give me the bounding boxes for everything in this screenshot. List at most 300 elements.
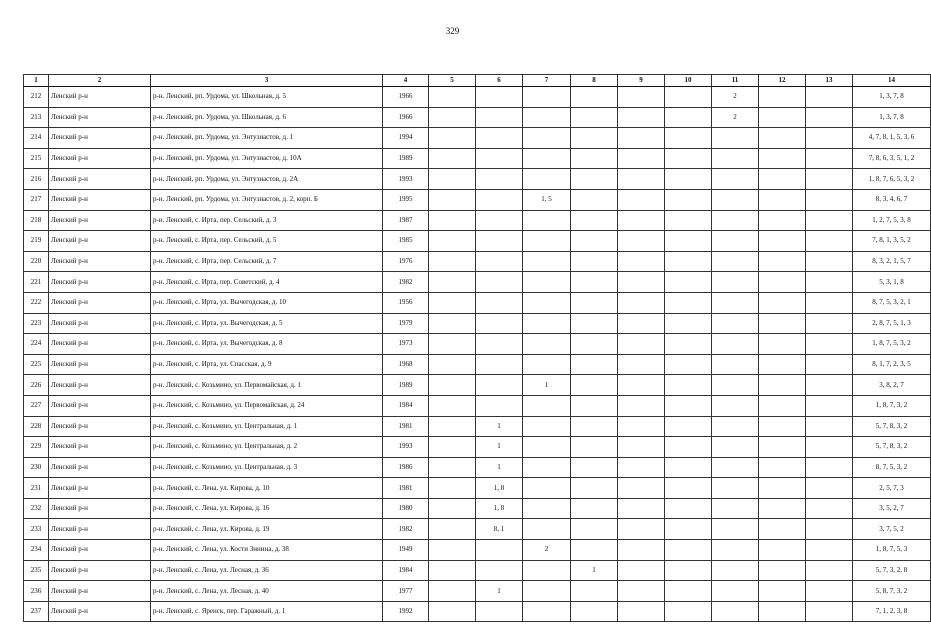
table-cell-col-2: Ленский р-н <box>49 519 151 540</box>
table-cell-col-7 <box>523 334 571 355</box>
table-cell-col-1: 215 <box>24 148 49 169</box>
table-cell-col-2: Ленский р-н <box>49 251 151 272</box>
table-cell-col-12 <box>759 498 806 519</box>
table-cell-col-1: 230 <box>24 457 49 478</box>
table-cell-col-5 <box>429 189 476 210</box>
table-cell-col-5 <box>429 519 476 540</box>
table-cell-col-14: 5, 7, 3, 2, 8 <box>853 560 931 581</box>
table-cell-col-14: 2, 5, 7, 3 <box>853 478 931 499</box>
table-cell-col-8 <box>571 251 618 272</box>
table-cell-col-14: 8, 1, 7, 2, 3, 5 <box>853 354 931 375</box>
table-cell-col-11 <box>712 416 759 437</box>
table-cell-col-11 <box>712 519 759 540</box>
table-cell-col-13 <box>806 354 853 375</box>
table-cell-col-2: Ленский р-н <box>49 540 151 561</box>
table-cell-col-5 <box>429 272 476 293</box>
table-cell-col-7 <box>523 148 571 169</box>
table-cell-col-1: 218 <box>24 210 49 231</box>
table-cell-col-3: р-н. Ленский, с. Козьмино, ул. Первомайская, д. 1 <box>151 375 383 396</box>
table-cell-col-4: 1979 <box>383 313 429 334</box>
table-cell-col-5 <box>429 334 476 355</box>
table-cell-col-2: Ленский р-н <box>49 231 151 252</box>
table-cell-col-5 <box>429 581 476 602</box>
table-cell-col-9 <box>618 354 665 375</box>
table-cell-col-4: 1981 <box>383 416 429 437</box>
column-header-9: 9 <box>618 75 665 87</box>
table-cell-col-13 <box>806 148 853 169</box>
table-cell-col-14: 3, 5, 2, 7 <box>853 498 931 519</box>
table-cell-col-11 <box>712 313 759 334</box>
table-cell-col-4: 1993 <box>383 437 429 458</box>
table-cell-col-3: р-н. Ленский, с. Лена, ул. Лесная, д. 36 <box>151 560 383 581</box>
table-cell-col-4: 1993 <box>383 169 429 190</box>
table-cell-col-3: р-н. Ленский, с. Козьмино, ул. Центральная, д. 3 <box>151 457 383 478</box>
table-cell-col-9 <box>618 107 665 128</box>
table-cell-col-3: р-н. Ленский, с. Козьмино, ул. Первомайская, д. 24 <box>151 395 383 416</box>
table-cell-col-8 <box>571 375 618 396</box>
table-cell-col-14: 7, 8, 1, 3, 5, 2 <box>853 231 931 252</box>
table-cell-col-4: 1994 <box>383 128 429 149</box>
table-cell-col-13 <box>806 395 853 416</box>
table-cell-col-7: 1, 5 <box>523 189 571 210</box>
column-header-8: 8 <box>571 75 618 87</box>
table-cell-col-9 <box>618 395 665 416</box>
table-cell-col-7 <box>523 292 571 313</box>
table-cell-col-1: 220 <box>24 251 49 272</box>
table-cell-col-10 <box>665 128 712 149</box>
table-cell-col-10 <box>665 148 712 169</box>
table-cell-col-3: р-н. Ленский, рп. Урдома, ул. Энтузиастов, д. 2А <box>151 169 383 190</box>
table-cell-col-14: 8, 3, 2, 1, 5, 7 <box>853 251 931 272</box>
table-cell-col-11 <box>712 354 759 375</box>
table-cell-col-9 <box>618 437 665 458</box>
table-cell-col-1: 217 <box>24 189 49 210</box>
table-cell-col-13 <box>806 87 853 108</box>
table-cell-col-7 <box>523 437 571 458</box>
table-cell-col-7 <box>523 251 571 272</box>
table-cell-col-9 <box>618 272 665 293</box>
table-cell-col-14: 4, 7, 8, 1, 5, 3, 6 <box>853 128 931 149</box>
table-cell-col-7 <box>523 210 571 231</box>
table-row <box>24 128 931 149</box>
table-cell-col-10 <box>665 375 712 396</box>
table-row <box>24 87 931 108</box>
column-header-10: 10 <box>665 75 712 87</box>
table-cell-col-13 <box>806 272 853 293</box>
table-cell-col-14: 1, 8, 7, 5, 3, 2 <box>853 334 931 355</box>
table-cell-col-6 <box>476 560 523 581</box>
table-cell-col-2: Ленский р-н <box>49 107 151 128</box>
table-cell-col-8 <box>571 354 618 375</box>
table-cell-col-9 <box>618 128 665 149</box>
table-cell-col-7 <box>523 313 571 334</box>
table-cell-col-5 <box>429 313 476 334</box>
table-cell-col-5 <box>429 210 476 231</box>
table-cell-col-6 <box>476 601 523 622</box>
table-cell-col-12 <box>759 560 806 581</box>
table-cell-col-12 <box>759 395 806 416</box>
table-row <box>24 169 931 190</box>
table-cell-col-1: 223 <box>24 313 49 334</box>
table-cell-col-1: 237 <box>24 601 49 622</box>
table-cell-col-14: 1, 3, 7, 8 <box>853 87 931 108</box>
table-cell-col-7 <box>523 231 571 252</box>
table-cell-col-10 <box>665 457 712 478</box>
table-cell-col-5 <box>429 292 476 313</box>
table-cell-col-9 <box>618 148 665 169</box>
table-cell-col-9 <box>618 416 665 437</box>
table-cell-col-8 <box>571 169 618 190</box>
table-cell-col-10 <box>665 581 712 602</box>
table-cell-col-14: 5, 3, 1, 8 <box>853 272 931 293</box>
table-cell-col-3: р-н. Ленский, с. Лена, ул. Кирова, д. 10 <box>151 478 383 499</box>
table-cell-col-7 <box>523 128 571 149</box>
table-cell-col-2: Ленский р-н <box>49 272 151 293</box>
table-cell-col-9 <box>618 581 665 602</box>
table-cell-col-3: р-н. Ленский, с. Козьмино, ул. Центральная, д. 2 <box>151 437 383 458</box>
table-cell-col-13 <box>806 313 853 334</box>
table-cell-col-1: 234 <box>24 540 49 561</box>
table-cell-col-11 <box>712 560 759 581</box>
table-cell-col-1: 213 <box>24 107 49 128</box>
table-cell-col-10 <box>665 107 712 128</box>
table-cell-col-3: р-н. Ленский, с. Лена, ул. Кости Зинина, д. 38 <box>151 540 383 561</box>
column-header-11: 11 <box>712 75 759 87</box>
table-row <box>24 231 931 252</box>
table-cell-col-12 <box>759 292 806 313</box>
table-cell-col-9 <box>618 251 665 272</box>
table-cell-col-1: 226 <box>24 375 49 396</box>
table-cell-col-5 <box>429 457 476 478</box>
table-cell-col-8 <box>571 457 618 478</box>
table-cell-col-6 <box>476 128 523 149</box>
table-cell-col-5 <box>429 395 476 416</box>
table-cell-col-14: 5, 7, 8, 3, 2 <box>853 437 931 458</box>
table-cell-col-8 <box>571 189 618 210</box>
table-cell-col-8: 1 <box>571 560 618 581</box>
table-cell-col-4: 1966 <box>383 87 429 108</box>
table-cell-col-8 <box>571 231 618 252</box>
column-header-5: 5 <box>429 75 476 87</box>
table-cell-col-5 <box>429 416 476 437</box>
table-cell-col-6 <box>476 334 523 355</box>
table-cell-col-8 <box>571 272 618 293</box>
table-cell-col-3: р-н. Ленский, рп. Урдома, ул. Энтузиастов, д. 2, корп. Б <box>151 189 383 210</box>
page-number: 329 <box>445 26 460 36</box>
table-row <box>24 354 931 375</box>
table-cell-col-11 <box>712 169 759 190</box>
table-cell-col-4: 1949 <box>383 540 429 561</box>
table-cell-col-4: 1992 <box>383 601 429 622</box>
table-cell-col-6 <box>476 107 523 128</box>
table-cell-col-3: р-н. Ленский, с. Ирта, ул. Спасская, д. 9 <box>151 354 383 375</box>
table-cell-col-12 <box>759 334 806 355</box>
table-row <box>24 395 931 416</box>
table-cell-col-3: р-н. Ленский, с. Козьмино, ул. Центральная, д. 1 <box>151 416 383 437</box>
table-cell-col-14: 2, 8, 7, 5, 1, 3 <box>853 313 931 334</box>
table-cell-col-9 <box>618 231 665 252</box>
table-cell-col-13 <box>806 498 853 519</box>
table-cell-col-8 <box>571 519 618 540</box>
table-cell-col-11 <box>712 540 759 561</box>
table-cell-col-4: 1984 <box>383 560 429 581</box>
table-cell-col-9 <box>618 540 665 561</box>
table-cell-col-14: 8, 7, 5, 3, 2 <box>853 457 931 478</box>
table-cell-col-3: р-н. Ленский, с. Ирта, пер. Сельский, д. 3 <box>151 210 383 231</box>
table-cell-col-11 <box>712 128 759 149</box>
table-row <box>24 457 931 478</box>
table-cell-col-3: р-н. Ленский, с. Ирта, пер. Сельский, д. 5 <box>151 231 383 252</box>
table-cell-col-2: Ленский р-н <box>49 416 151 437</box>
table-cell-col-10 <box>665 395 712 416</box>
table-cell-col-14: 1, 8, 7, 5, 3 <box>853 540 931 561</box>
table-row <box>24 540 931 561</box>
table-cell-col-14: 5, 7, 8, 3, 2 <box>853 416 931 437</box>
table-row <box>24 189 931 210</box>
table-cell-col-11: 2 <box>712 107 759 128</box>
table-cell-col-12 <box>759 540 806 561</box>
table-row <box>24 560 931 581</box>
table-cell-col-5 <box>429 601 476 622</box>
table-cell-col-8 <box>571 128 618 149</box>
table-cell-col-1: 228 <box>24 416 49 437</box>
table-row <box>24 601 931 622</box>
table-cell-col-14: 8, 7, 5, 3, 2, 1 <box>853 292 931 313</box>
column-header-13: 13 <box>806 75 853 87</box>
table-cell-col-10 <box>665 560 712 581</box>
table-cell-col-12 <box>759 581 806 602</box>
table-cell-col-1: 214 <box>24 128 49 149</box>
table-cell-col-12 <box>759 107 806 128</box>
table-cell-col-5 <box>429 560 476 581</box>
table-cell-col-13 <box>806 292 853 313</box>
table-cell-col-8 <box>571 313 618 334</box>
table-cell-col-14: 1, 8, 7, 3, 2 <box>853 395 931 416</box>
table-cell-col-8 <box>571 148 618 169</box>
table-row <box>24 272 931 293</box>
table-cell-col-4: 1995 <box>383 189 429 210</box>
table-cell-col-10 <box>665 210 712 231</box>
table-cell-col-10 <box>665 251 712 272</box>
table-cell-col-9 <box>618 189 665 210</box>
table-cell-col-6: 1 <box>476 437 523 458</box>
table-cell-col-3: р-н. Ленский, рп. Урдома, ул. Энтузиастов, д. 10А <box>151 148 383 169</box>
table-cell-col-2: Ленский р-н <box>49 313 151 334</box>
table-header-row <box>24 75 931 87</box>
table-row <box>24 416 931 437</box>
column-header-1: 1 <box>24 75 49 87</box>
table-cell-col-1: 229 <box>24 437 49 458</box>
table-cell-col-7 <box>523 457 571 478</box>
table-cell-col-11 <box>712 581 759 602</box>
table-cell-col-10 <box>665 416 712 437</box>
table-cell-col-8 <box>571 210 618 231</box>
table-cell-col-13 <box>806 128 853 149</box>
table-cell-col-5 <box>429 128 476 149</box>
table-cell-col-14: 1, 2, 7, 5, 3, 8 <box>853 210 931 231</box>
table-cell-col-4: 1976 <box>383 251 429 272</box>
table-cell-col-7 <box>523 107 571 128</box>
table-cell-col-12 <box>759 87 806 108</box>
table-cell-col-12 <box>759 148 806 169</box>
table-cell-col-9 <box>618 478 665 499</box>
table-cell-col-5 <box>429 437 476 458</box>
table-cell-col-4: 1956 <box>383 292 429 313</box>
table-cell-col-2: Ленский р-н <box>49 478 151 499</box>
table-cell-col-12 <box>759 519 806 540</box>
table-body <box>24 87 931 622</box>
table-cell-col-2: Ленский р-н <box>49 148 151 169</box>
table-cell-col-14: 7, 1, 2, 3, 8 <box>853 601 931 622</box>
table-cell-col-4: 1987 <box>383 210 429 231</box>
table-row <box>24 292 931 313</box>
table-cell-col-6: 1 <box>476 416 523 437</box>
table-cell-col-6 <box>476 540 523 561</box>
table-cell-col-14: 1, 3, 7, 8 <box>853 107 931 128</box>
table-cell-col-1: 221 <box>24 272 49 293</box>
table-cell-col-12 <box>759 210 806 231</box>
table-cell-col-10 <box>665 231 712 252</box>
table-cell-col-11 <box>712 601 759 622</box>
table-cell-col-4: 1982 <box>383 272 429 293</box>
table-row <box>24 437 931 458</box>
table-cell-col-14: 5, 8, 7, 3, 2 <box>853 581 931 602</box>
table-cell-col-1: 231 <box>24 478 49 499</box>
table-cell-col-10 <box>665 313 712 334</box>
table-cell-col-12 <box>759 231 806 252</box>
table-cell-col-3: р-н. Ленский, рп. Урдома, ул. Школьная, д. 5 <box>151 87 383 108</box>
table-cell-col-13 <box>806 478 853 499</box>
table-cell-col-8 <box>571 292 618 313</box>
table-cell-col-11: 2 <box>712 87 759 108</box>
table-cell-col-1: 224 <box>24 334 49 355</box>
table-cell-col-7 <box>523 87 571 108</box>
table-cell-col-11 <box>712 457 759 478</box>
table-row <box>24 251 931 272</box>
table-cell-col-2: Ленский р-н <box>49 498 151 519</box>
table-cell-col-7: 2 <box>523 540 571 561</box>
table-cell-col-6: 1, 8 <box>476 478 523 499</box>
table-cell-col-10 <box>665 540 712 561</box>
column-header-6: 6 <box>476 75 523 87</box>
column-header-2: 2 <box>49 75 151 87</box>
table-cell-col-8 <box>571 87 618 108</box>
table-cell-col-10 <box>665 437 712 458</box>
table-cell-col-6: 1 <box>476 457 523 478</box>
table-cell-col-9 <box>618 457 665 478</box>
table-row <box>24 107 931 128</box>
table-cell-col-2: Ленский р-н <box>49 395 151 416</box>
table-cell-col-8 <box>571 334 618 355</box>
table-cell-col-14: 7, 8, 6, 3, 5, 1, 2 <box>853 148 931 169</box>
table-cell-col-8 <box>571 601 618 622</box>
table-cell-col-7 <box>523 560 571 581</box>
table-cell-col-2: Ленский р-н <box>49 292 151 313</box>
table-cell-col-2: Ленский р-н <box>49 601 151 622</box>
table-row <box>24 519 931 540</box>
table-cell-col-13 <box>806 560 853 581</box>
table-cell-col-7: 1 <box>523 375 571 396</box>
table-cell-col-5 <box>429 478 476 499</box>
table-cell-col-11 <box>712 498 759 519</box>
table-cell-col-12 <box>759 169 806 190</box>
table-cell-col-9 <box>618 334 665 355</box>
table-cell-col-1: 222 <box>24 292 49 313</box>
table-cell-col-6: 8, 1 <box>476 519 523 540</box>
table-cell-col-11 <box>712 251 759 272</box>
table-cell-col-3: р-н. Ленский, с. Лена, ул. Кирова, д. 19 <box>151 519 383 540</box>
table-cell-col-4: 1968 <box>383 354 429 375</box>
table-cell-col-11 <box>712 231 759 252</box>
table-cell-col-13 <box>806 210 853 231</box>
table-cell-col-10 <box>665 189 712 210</box>
table-cell-col-6 <box>476 375 523 396</box>
table-cell-col-1: 235 <box>24 560 49 581</box>
table-row <box>24 210 931 231</box>
table-cell-col-13 <box>806 107 853 128</box>
table-cell-col-7 <box>523 416 571 437</box>
table-cell-col-2: Ленский р-н <box>49 354 151 375</box>
table-cell-col-11 <box>712 148 759 169</box>
table-row <box>24 334 931 355</box>
table-cell-col-8 <box>571 395 618 416</box>
table-cell-col-1: 236 <box>24 581 49 602</box>
table-cell-col-10 <box>665 87 712 108</box>
table-cell-col-12 <box>759 416 806 437</box>
table-cell-col-7 <box>523 519 571 540</box>
table-cell-col-13 <box>806 416 853 437</box>
table-cell-col-8 <box>571 498 618 519</box>
table-cell-col-9 <box>618 210 665 231</box>
table-cell-col-11 <box>712 334 759 355</box>
table-cell-col-4: 1989 <box>383 148 429 169</box>
table-cell-col-13 <box>806 457 853 478</box>
table-cell-col-7 <box>523 169 571 190</box>
column-header-3: 3 <box>151 75 383 87</box>
table-cell-col-5 <box>429 231 476 252</box>
table-cell-col-10 <box>665 169 712 190</box>
table-cell-col-3: р-н. Ленский, рп. Урдома, ул. Энтузиастов, д. 1 <box>151 128 383 149</box>
table-cell-col-12 <box>759 313 806 334</box>
table-cell-col-3: р-н. Ленский, с. Лена, ул. Кирова, д. 16 <box>151 498 383 519</box>
housing-registry-table <box>23 74 931 622</box>
table-cell-col-8 <box>571 416 618 437</box>
table-cell-col-6 <box>476 210 523 231</box>
table-cell-col-14: 8, 3, 4, 6, 7 <box>853 189 931 210</box>
table-cell-col-11 <box>712 292 759 313</box>
table-cell-col-13 <box>806 601 853 622</box>
table-cell-col-9 <box>618 519 665 540</box>
table-cell-col-4: 1973 <box>383 334 429 355</box>
table-cell-col-12 <box>759 375 806 396</box>
table-cell-col-12 <box>759 478 806 499</box>
table-cell-col-9 <box>618 498 665 519</box>
table-cell-col-6 <box>476 87 523 108</box>
table-cell-col-13 <box>806 189 853 210</box>
table-row <box>24 148 931 169</box>
table-cell-col-1: 212 <box>24 87 49 108</box>
table-cell-col-11 <box>712 189 759 210</box>
table-cell-col-9 <box>618 375 665 396</box>
table-cell-col-4: 1984 <box>383 395 429 416</box>
table-cell-col-7 <box>523 478 571 499</box>
table-cell-col-12 <box>759 272 806 293</box>
table-cell-col-9 <box>618 87 665 108</box>
table-cell-col-10 <box>665 498 712 519</box>
table-cell-col-6 <box>476 251 523 272</box>
table-cell-col-4: 1980 <box>383 498 429 519</box>
table-cell-col-11 <box>712 375 759 396</box>
